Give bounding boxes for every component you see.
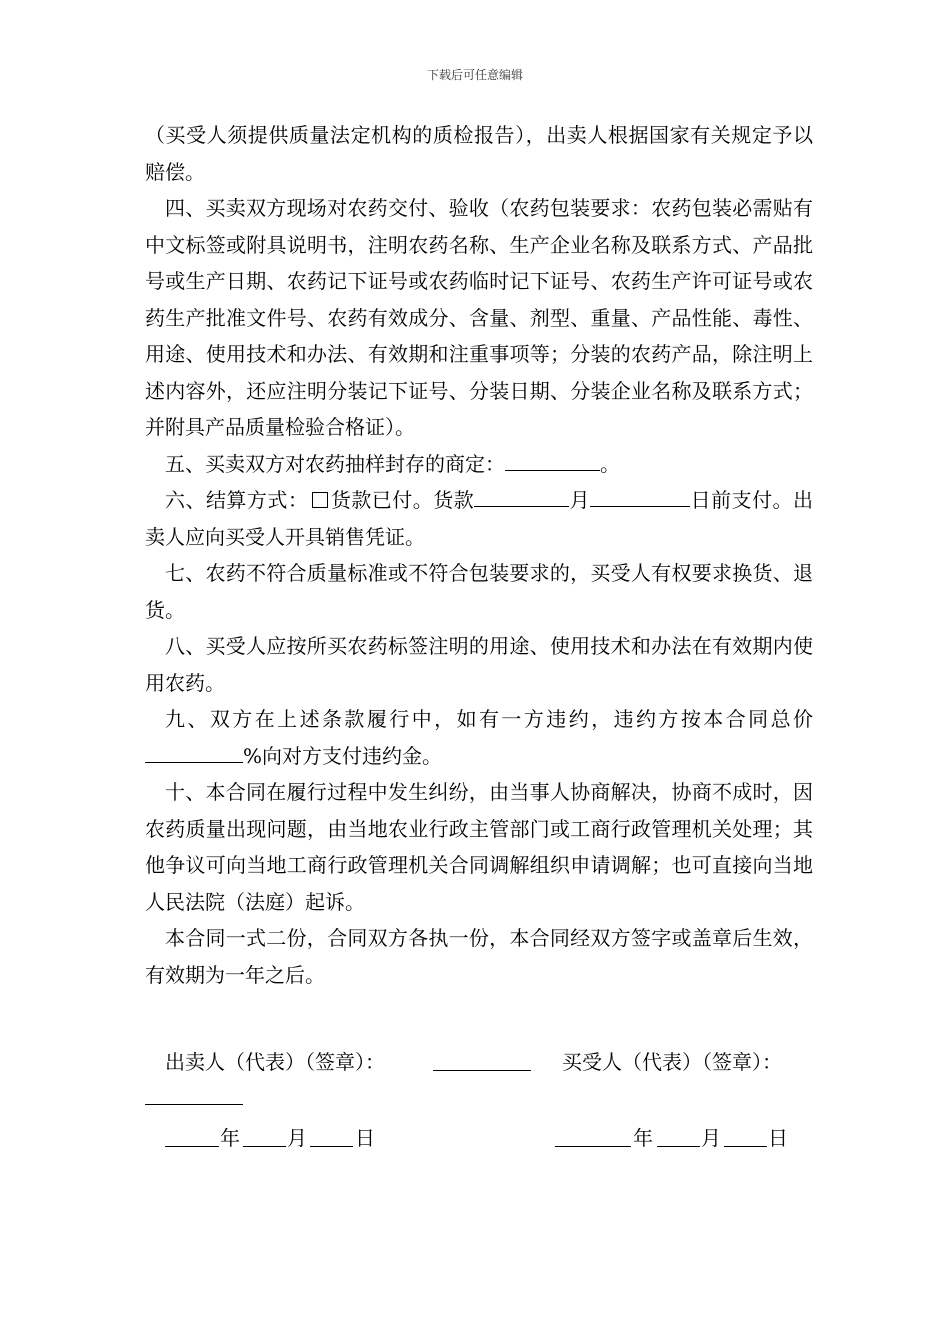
paragraph-clause-6 — [145, 482, 813, 555]
paragraph-compensation: （买受人须提供质量法定机构的质检报告），出卖人根据国家有关规定予以赔偿。 — [145, 123, 813, 184]
paragraph-clause-8: 八、买受人应按所买农药标签注明的用途、使用技术和办法在有效期内使用农药。 — [145, 634, 813, 695]
header-note: 下载后可任意编辑 — [426, 68, 523, 82]
buyer-year-label: 年 — [633, 1126, 653, 1150]
buyer-year-blank[interactable] — [555, 1146, 631, 1147]
buyer-day-blank[interactable] — [724, 1146, 767, 1147]
buyer-signature-label: 买受人（代表）（签章）： — [562, 1050, 782, 1074]
seller-month-blank[interactable] — [243, 1146, 286, 1147]
clause-6-text-b: 货款已付。货款 — [330, 488, 475, 512]
clause-9-text-a: 九、双方在上述条款履行中，如有一方违约，违约方按本合同总价 — [165, 707, 813, 731]
buyer-day-label: 日 — [768, 1126, 788, 1150]
seller-signature-blank[interactable] — [433, 1070, 531, 1071]
seller-year-label: 年 — [220, 1126, 240, 1150]
payment-checkbox[interactable] — [312, 492, 328, 508]
paragraph-clause-7: 七、农药不符合质量标准或不符合包装要求的，买受人有权要求换货、退货。 — [145, 561, 813, 622]
payment-month-blank[interactable] — [474, 488, 569, 507]
clause-9-text-b: %向对方支付违约金。 — [243, 743, 443, 768]
paragraph-clause-9 — [145, 701, 813, 774]
buyer-month-blank[interactable] — [657, 1146, 700, 1147]
sampling-agreement-blank[interactable] — [505, 452, 600, 471]
clause-6-text-a: 六、结算方式： — [165, 488, 309, 512]
clause-5-text: 五、买卖双方对农药抽样封存的商定： — [165, 451, 505, 476]
buyer-month-label: 月 — [701, 1126, 721, 1150]
paragraph-clause-4: 四、买卖双方现场对农药交付、验收（农药包装要求：农药包装必需贴有中文标签或附具说明书，注明农药名称、生产企业名称及联系方式、产品批号或生产日期、农药记下证号或农药临时记下证号、农药生产许可证号或农药生产批准文件号、农药有效成分、含量、剂型、重量、产品性能、毒性、用途、使用技术和办法、有效期和注重事项等；分装的农药产品，除注明上述内容外，还应注明分装记下证号、分装日期、分装企业名称及联系方式；并附具产品质量检验合格证）。 — [145, 196, 813, 439]
seller-day-label: 日 — [355, 1126, 375, 1150]
seller-day-blank[interactable] — [310, 1146, 353, 1147]
clause-6-text-d: 日前支付。出卖人应向买受人开具销售凭证。 — [145, 488, 814, 549]
clause-5-end: 。 — [600, 451, 620, 476]
contract-body — [145, 117, 813, 993]
buyer-signature-blank[interactable] — [145, 1104, 243, 1105]
paragraph-copies: 本合同一式二份，合同双方各执一份，本合同经双方签字或盖章后生效，有效期为一年之后。 — [145, 926, 813, 987]
clause-6-text-c: 月 — [569, 488, 591, 512]
seller-month-label: 月 — [287, 1126, 307, 1150]
seller-year-blank[interactable] — [165, 1146, 219, 1147]
penalty-percent-blank[interactable] — [145, 744, 243, 763]
seller-signature-label: 出卖人（代表）（签章）： — [165, 1050, 385, 1074]
paragraph-clause-10: 十、本合同在履行过程中发生纠纷，由当事人协商解决，协商不成时，因农药质量出现问题，由当地农业行政主管部门或工商行政管理机关处理；其他争议可向当地工商行政管理机关合同调解组织申请调解；也可直接向当地人民法院（法庭）起诉。 — [145, 780, 813, 914]
payment-day-blank[interactable] — [590, 488, 690, 507]
paragraph-clause-5 — [145, 446, 813, 483]
